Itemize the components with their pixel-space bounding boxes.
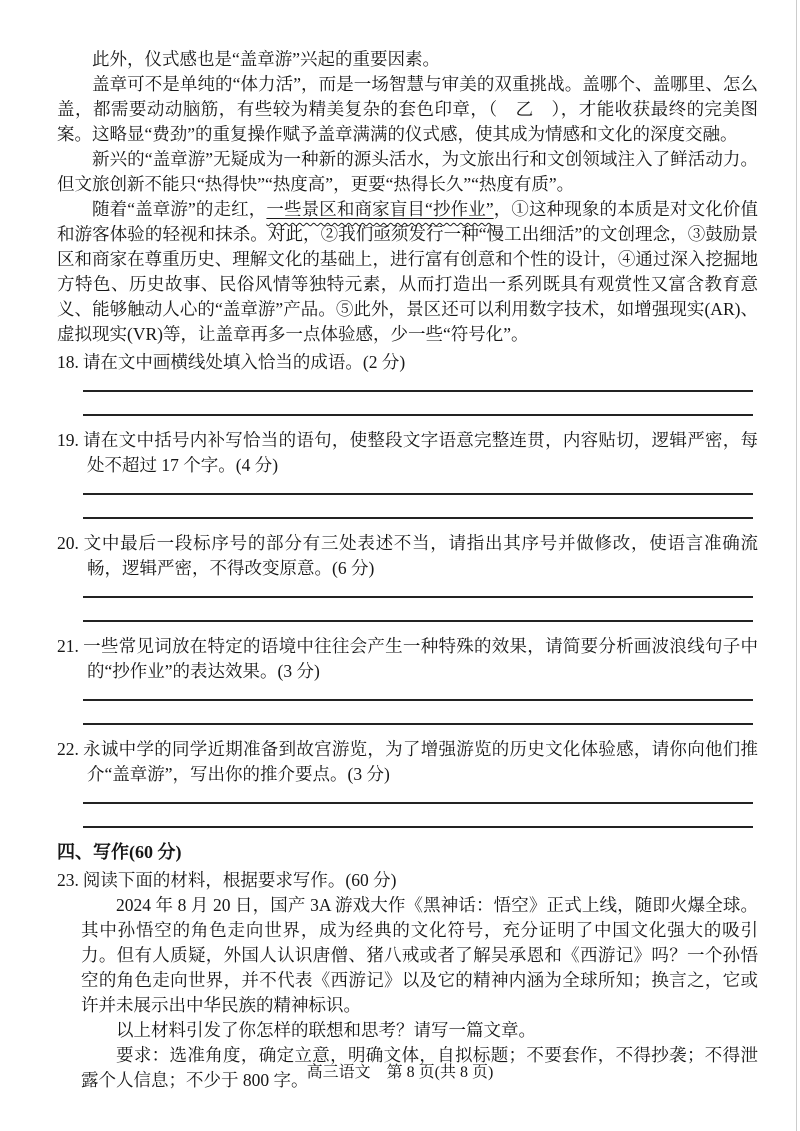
question-18-text: 请在文中画横线处填入恰当的成语。(2 分): [82, 352, 406, 372]
answer-line: [83, 723, 753, 725]
question-19-text: 请在文中括号内补写恰当的语句，使整段文字语意完整连贯，内容贴切，逻辑严密，每处不超过 17 个字。(4 分): [82, 430, 758, 475]
answer-line: [83, 802, 753, 804]
question-18-answer-area: [57, 390, 758, 416]
question-23-number: 23.: [57, 870, 79, 890]
answer-line: [83, 414, 753, 416]
question-22-number: 22.: [57, 739, 79, 759]
question-21: [57, 634, 758, 684]
reading-passage: [57, 47, 758, 347]
page-footer: 高三语文 第 8 页(共 8 页): [306, 1064, 494, 1081]
answer-line: [83, 517, 753, 519]
scan-edge-line: [796, 0, 797, 1131]
passage-paragraph-3: 新兴的“盖章游”无疑成为一种新的源头活水，为文旅出行和文创领域注入了鲜活动力。但文旅创新不能只“热得快”“热度高”，更要“热得长久”“热度有质”。: [57, 149, 758, 194]
answer-line: [83, 699, 753, 701]
passage-p4-lead: 随着“盖章游”的走红，: [92, 199, 267, 219]
answer-line: [83, 390, 753, 392]
section-heading-writing: 四、写作(60 分): [57, 842, 182, 862]
wavy-underlined-phrase: 一些景区和商家盲目“抄作业”: [266, 199, 494, 219]
passage-p4-rest: ，①这种现象的本质是对文化价值和游客体验的轻视和抹杀。对此，②我们亟须发行一种“慢工出细活”的文创理念，③鼓励景区和商家在尊重历史、理解文化的基础上，进行富有创意和个性的设计，④通过深入挖掘地方特色、历史故事、民俗风情等独特元素，从而打造出一系列既具有观赏性又富含教育意义、能够触动人心的“盖章游”产品。⑤此外，景区还可以利用数字技术，如增强现实(AR)、虚拟现实(VR)等，让盖章再多一点体验感，少一些“符号化”。: [57, 199, 758, 344]
answer-line: [83, 620, 753, 622]
question-22: [57, 737, 758, 787]
writing-requirements: 要求：选准角度，确定立意，明确文体，自拟标题；不要套作，不得抄袭；不得泄露个人信息；不少于 800 字。: [81, 1045, 758, 1090]
question-23-text: 阅读下面的材料，根据要求写作。(60 分): [82, 870, 397, 890]
question-20-answer-area: [57, 596, 758, 622]
answer-line: [83, 826, 753, 828]
answer-line: [83, 596, 753, 598]
question-22-text: 永诚中学的同学近期准备到故宫游览，为了增强游览的历史文化体验感，请你向他们推介“盖章游”，写出你的推介要点。(3 分): [82, 739, 758, 784]
question-19-number: 19.: [57, 430, 79, 450]
question-20-number: 20.: [57, 533, 79, 553]
question-18-number: 18.: [57, 352, 79, 372]
question-21-answer-area: [57, 699, 758, 725]
question-23: [57, 868, 758, 893]
question-20-text: 文中最后一段标序号的部分有三处表述不当，请指出其序号并做修改，使语言准确流畅，逻辑严密，不得改变原意。(6 分): [82, 533, 758, 578]
question-21-number: 21.: [57, 636, 79, 656]
writing-material: 2024 年 8 月 20 日，国产 3A 游戏大作《黑神话：悟空》正式上线，随即火爆全球。其中孙悟空的角色走向世界，成为经典的文化符号，充分证明了中国文化强大的吸引力。但有人质疑，外国人认识唐僧、猪八戒或者了解吴承恩和《西游记》吗？一个孙悟空的角色走向世界，并不代表《西游记》以及它的精神内涵为全球所知；换言之，它或许并未展示出中华民族的精神标识。: [81, 895, 758, 1015]
question-19: [57, 428, 758, 478]
question-18: [57, 350, 758, 375]
writing-prompt: 以上材料引发了你怎样的联想和思考？请写一篇文章。: [116, 1020, 536, 1040]
question-21-text: 一些常见词放在特定的语境中往往会产生一种特殊的效果，请简要分析画波浪线句子中的“抄作业”的表达效果。(3 分): [82, 636, 758, 681]
answer-line: [83, 493, 753, 495]
passage-paragraph-4: [57, 197, 758, 347]
question-20: [57, 531, 758, 581]
question-22-answer-area: [57, 802, 758, 828]
question-19-answer-area: [57, 493, 758, 519]
passage-paragraph-2: 盖章可不是单纯的“体力活”，而是一场智慧与审美的双重挑战。盖哪个、盖哪里、怎么盖，都需要动动脑筋，有些较为精美复杂的套色印章，（ 乙 ），才能收获最终的完美图案。这略显“费劲”的重复操作赋予盖章满满的仪式感，使其成为情感和文化的深度交融。: [57, 74, 758, 144]
passage-paragraph-1: 此外，仪式感也是“盖章游”兴起的重要因素。: [92, 49, 441, 69]
